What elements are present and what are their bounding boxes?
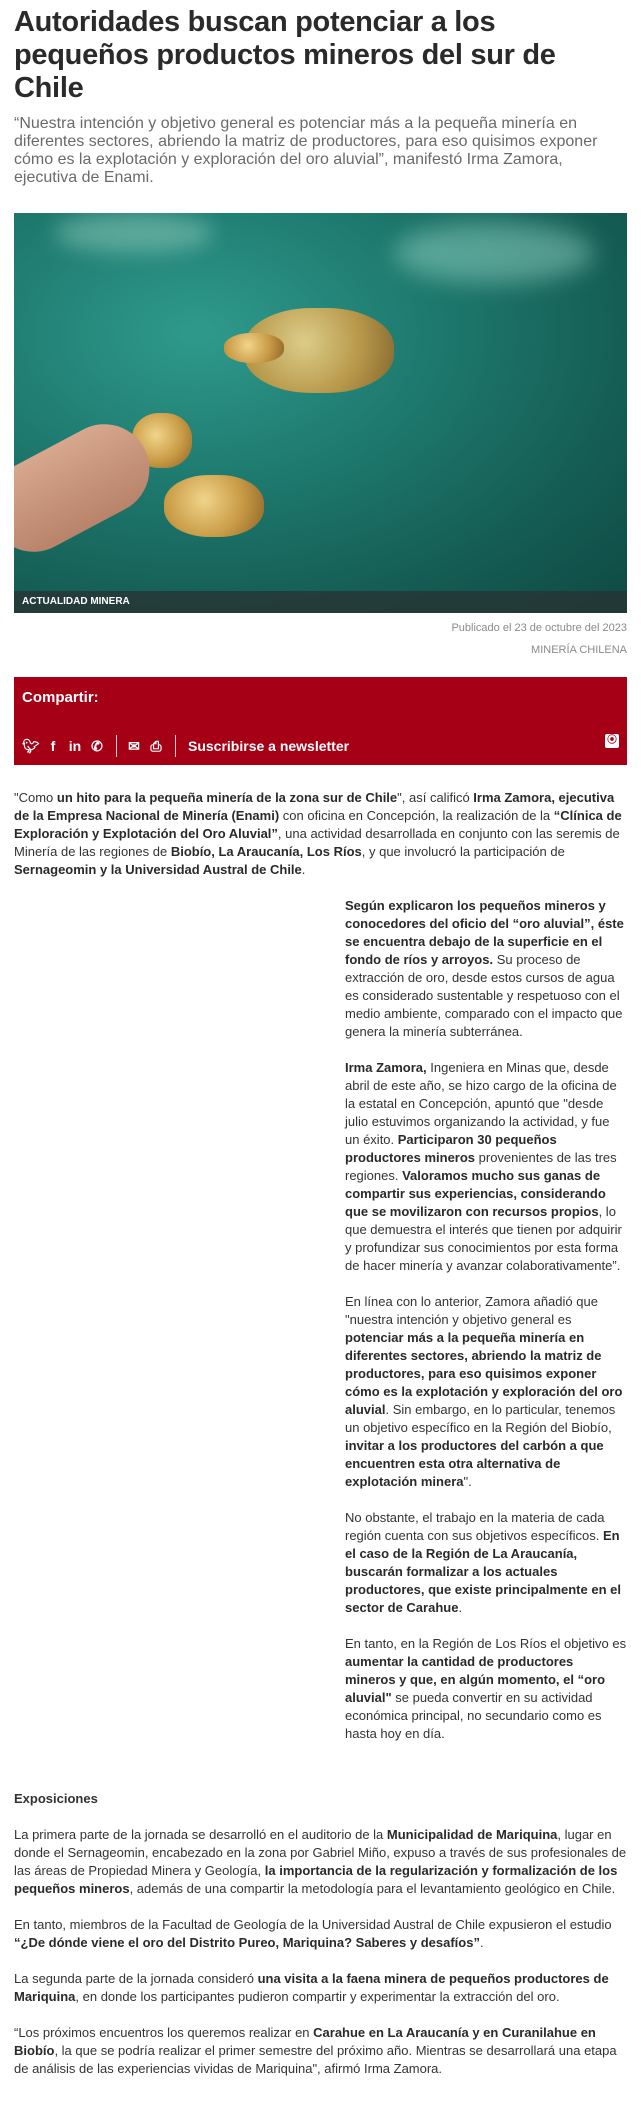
text: provenientes de las tres regiones. — [345, 1150, 617, 1183]
bold-text: invitar a los productores del carbón a que encuentren esta otra alternativa de explotación minera — [345, 1438, 604, 1489]
article-source: MINERÍA CHILENA — [531, 644, 627, 656]
text: , además de una compartir la metodología para el levantamiento geológico en Chile. — [129, 1881, 616, 1896]
share-title: Compartir: — [22, 689, 99, 706]
text: “Los próximos encuentros los queremos realizar en — [14, 2025, 314, 2040]
article-body — [14, 789, 627, 2078]
text: En tanto, miembros de la Facultad de Geología de la Universidad Austral de Chile expusieron el estudio — [14, 1917, 612, 1932]
bold-text: aumentar la cantidad de productores mineros y que, en algún momento, el “oro aluvial" — [345, 1654, 606, 1705]
text: En línea con lo anterior, Zamora añadió que "nuestra intención y objetivo general es — [345, 1294, 598, 1327]
bold-text: la importancia de la regularización y formalización de los pequeños mineros — [14, 1863, 618, 1896]
paragraph — [14, 1916, 627, 1952]
bold-text: Valoramos mucho sus ganas de compartir sus experiencias, considerando que se movilizaron con recursos propios — [345, 1168, 606, 1219]
article-image — [14, 213, 627, 613]
divider — [175, 735, 176, 757]
text: Ingeniera en Minas que, desde abril de este año, se hizo cargo de la oficina de la estatal en Concepción, apuntó que "desde julio estuvimos organizando la actividad, y fue un éxito. — [345, 1060, 617, 1147]
bold-text: Irma Zamora, ejecutiva de la Empresa Nacional de Minería (Enami) — [14, 790, 615, 823]
text: , lo que demuestra el interés que tienen por adquirir y profundizar sus conocimientos por esta forma de hacer minería y avanzar colaborativamente”. — [345, 1204, 622, 1273]
text: No obstante, el trabajo en la materia de cada región cuenta con sus objetivos específicos. — [345, 1510, 605, 1543]
paragraph-intro — [14, 789, 627, 879]
bold-text: un hito para la pequeña minería de la zona sur de Chile — [56, 790, 398, 805]
bold-text: Sernageomin y la Universidad Austral de Chile — [14, 862, 302, 877]
divider — [116, 735, 117, 757]
bold-text: “Clínica de Exploración y Explotación del Oro Aluvial” — [14, 808, 622, 841]
paragraph — [14, 1826, 627, 1898]
bold-text: Municipalidad de Mariquina — [386, 1827, 558, 1842]
text: se pueda convertir en su actividad económica principal, no secundario como es hasta hoy en día. — [345, 1690, 602, 1741]
text: ", así calificó — [397, 790, 474, 805]
rss-icon[interactable]: ⦿ — [607, 735, 617, 746]
bold-text: Según explicaron los pequeños mineros y conocedores del oficio del “oro aluvial”, éste se encuentra debajo de la superficie en el fondo de ríos y arroyos. — [345, 898, 624, 967]
text: Su proceso de extracción de oro, desde estos cursos de agua es considerado sustentable y respetuoso con el medio ambiente, comparado con el impacto que genera la minería subterránea. — [345, 952, 623, 1039]
text: , lugar en donde el Sernageomin, encabezado en la zona por Gabriel Miño, expuso a través de sus profesionales de las áreas de Propiedad Minera y Geología, — [14, 1827, 627, 1878]
text: ". — [463, 1474, 472, 1489]
bold-text: En el caso de la Región de La Araucanía, buscarán formalizar a los actuales productores, que existe principalmente en el sector de Carahue — [345, 1528, 621, 1615]
linkedin-icon[interactable]: in — [68, 738, 82, 754]
published-date: Publicado el 23 de octubre del 2023 — [451, 622, 627, 634]
text: . — [458, 1600, 463, 1615]
bold-text: una visita a la faena minera de pequeños productores de Mariquina — [14, 1971, 609, 2004]
article-deck: “Nuestra intención y objetivo general es potenciar más a la pequeña minería en diferentes sectores, abriendo la matriz de productores, para eso quisimos exponer cómo es la explotación y exploración del oro aluvial”, manifestó Irma Zamora, ejecutiva de Enami. — [14, 115, 598, 186]
gold-nugget — [224, 333, 284, 363]
email-icon[interactable]: ✉ — [128, 737, 140, 754]
text: con oficina en Concepción, la realización de la — [279, 808, 554, 823]
text: . — [301, 862, 306, 877]
share-bar — [14, 677, 627, 765]
whatsapp-icon[interactable]: ✆ — [91, 737, 103, 754]
text: En tanto, en la Región de Los Ríos el objetivo es — [345, 1636, 627, 1651]
text: . — [479, 1935, 484, 1950]
text: , la que se podría realizar el primer semestre del próximo año. Mientras se desarrollará una etapa de análisis de las experiencias vividas de Mariquina", afirmó Irma Zamora. — [14, 2043, 617, 2076]
paragraph — [14, 2024, 627, 2078]
text: , y que involucró la participación de — [361, 844, 565, 859]
twitter-icon[interactable]: 🐦︎ — [22, 737, 40, 754]
text: , en donde los participantes pudieron compartir y experimentar la extracción del oro. — [75, 1989, 560, 2004]
bold-text: Biobío, La Araucanía, Los Ríos — [170, 844, 362, 859]
image-caption: ACTUALIDAD MINERA — [14, 591, 627, 613]
bold-text: potenciar más a la pequeña minería en diferentes sectores, abriendo la matriz de productores, para eso quisimos exponer cómo es la explotación y exploración del oro aluvial — [345, 1330, 623, 1417]
article-title: Autoridades buscan potenciar a los pequeños productos mineros del sur de Chile — [14, 6, 556, 104]
ad-space — [14, 897, 345, 1790]
facebook-icon[interactable]: f — [50, 738, 56, 754]
text: La primera parte de la jornada se desarrolló en el auditorio de la — [14, 1827, 387, 1842]
section-heading: Exposiciones — [14, 1791, 98, 1806]
bold-text: Irma Zamora, — [345, 1060, 427, 1075]
bold-text: Participaron 30 pequeños productores mineros — [345, 1132, 557, 1165]
text: . Sin embargo, en lo particular, tenemos un objetivo específico en la Región del Biobío, — [345, 1402, 616, 1435]
gold-nugget — [164, 475, 264, 537]
text: La segunda parte de la jornada consideró — [14, 1971, 258, 1986]
newsletter-link[interactable]: Suscribirse a newsletter — [188, 738, 350, 754]
print-icon[interactable]: ⎙ — [150, 737, 162, 754]
text: "Como — [14, 790, 57, 805]
bold-text: “¿De dónde viene el oro del Distrito Pureo, Mariquina? Saberes y desafíos” — [14, 1935, 480, 1950]
paragraph — [14, 1970, 627, 2006]
bold-text: Carahue en La Araucanía y en Curanilahue en Biobío — [14, 2025, 596, 2058]
text: , una actividad desarrollada en conjunto con las seremis de Minería de las regiones de — [14, 826, 620, 859]
